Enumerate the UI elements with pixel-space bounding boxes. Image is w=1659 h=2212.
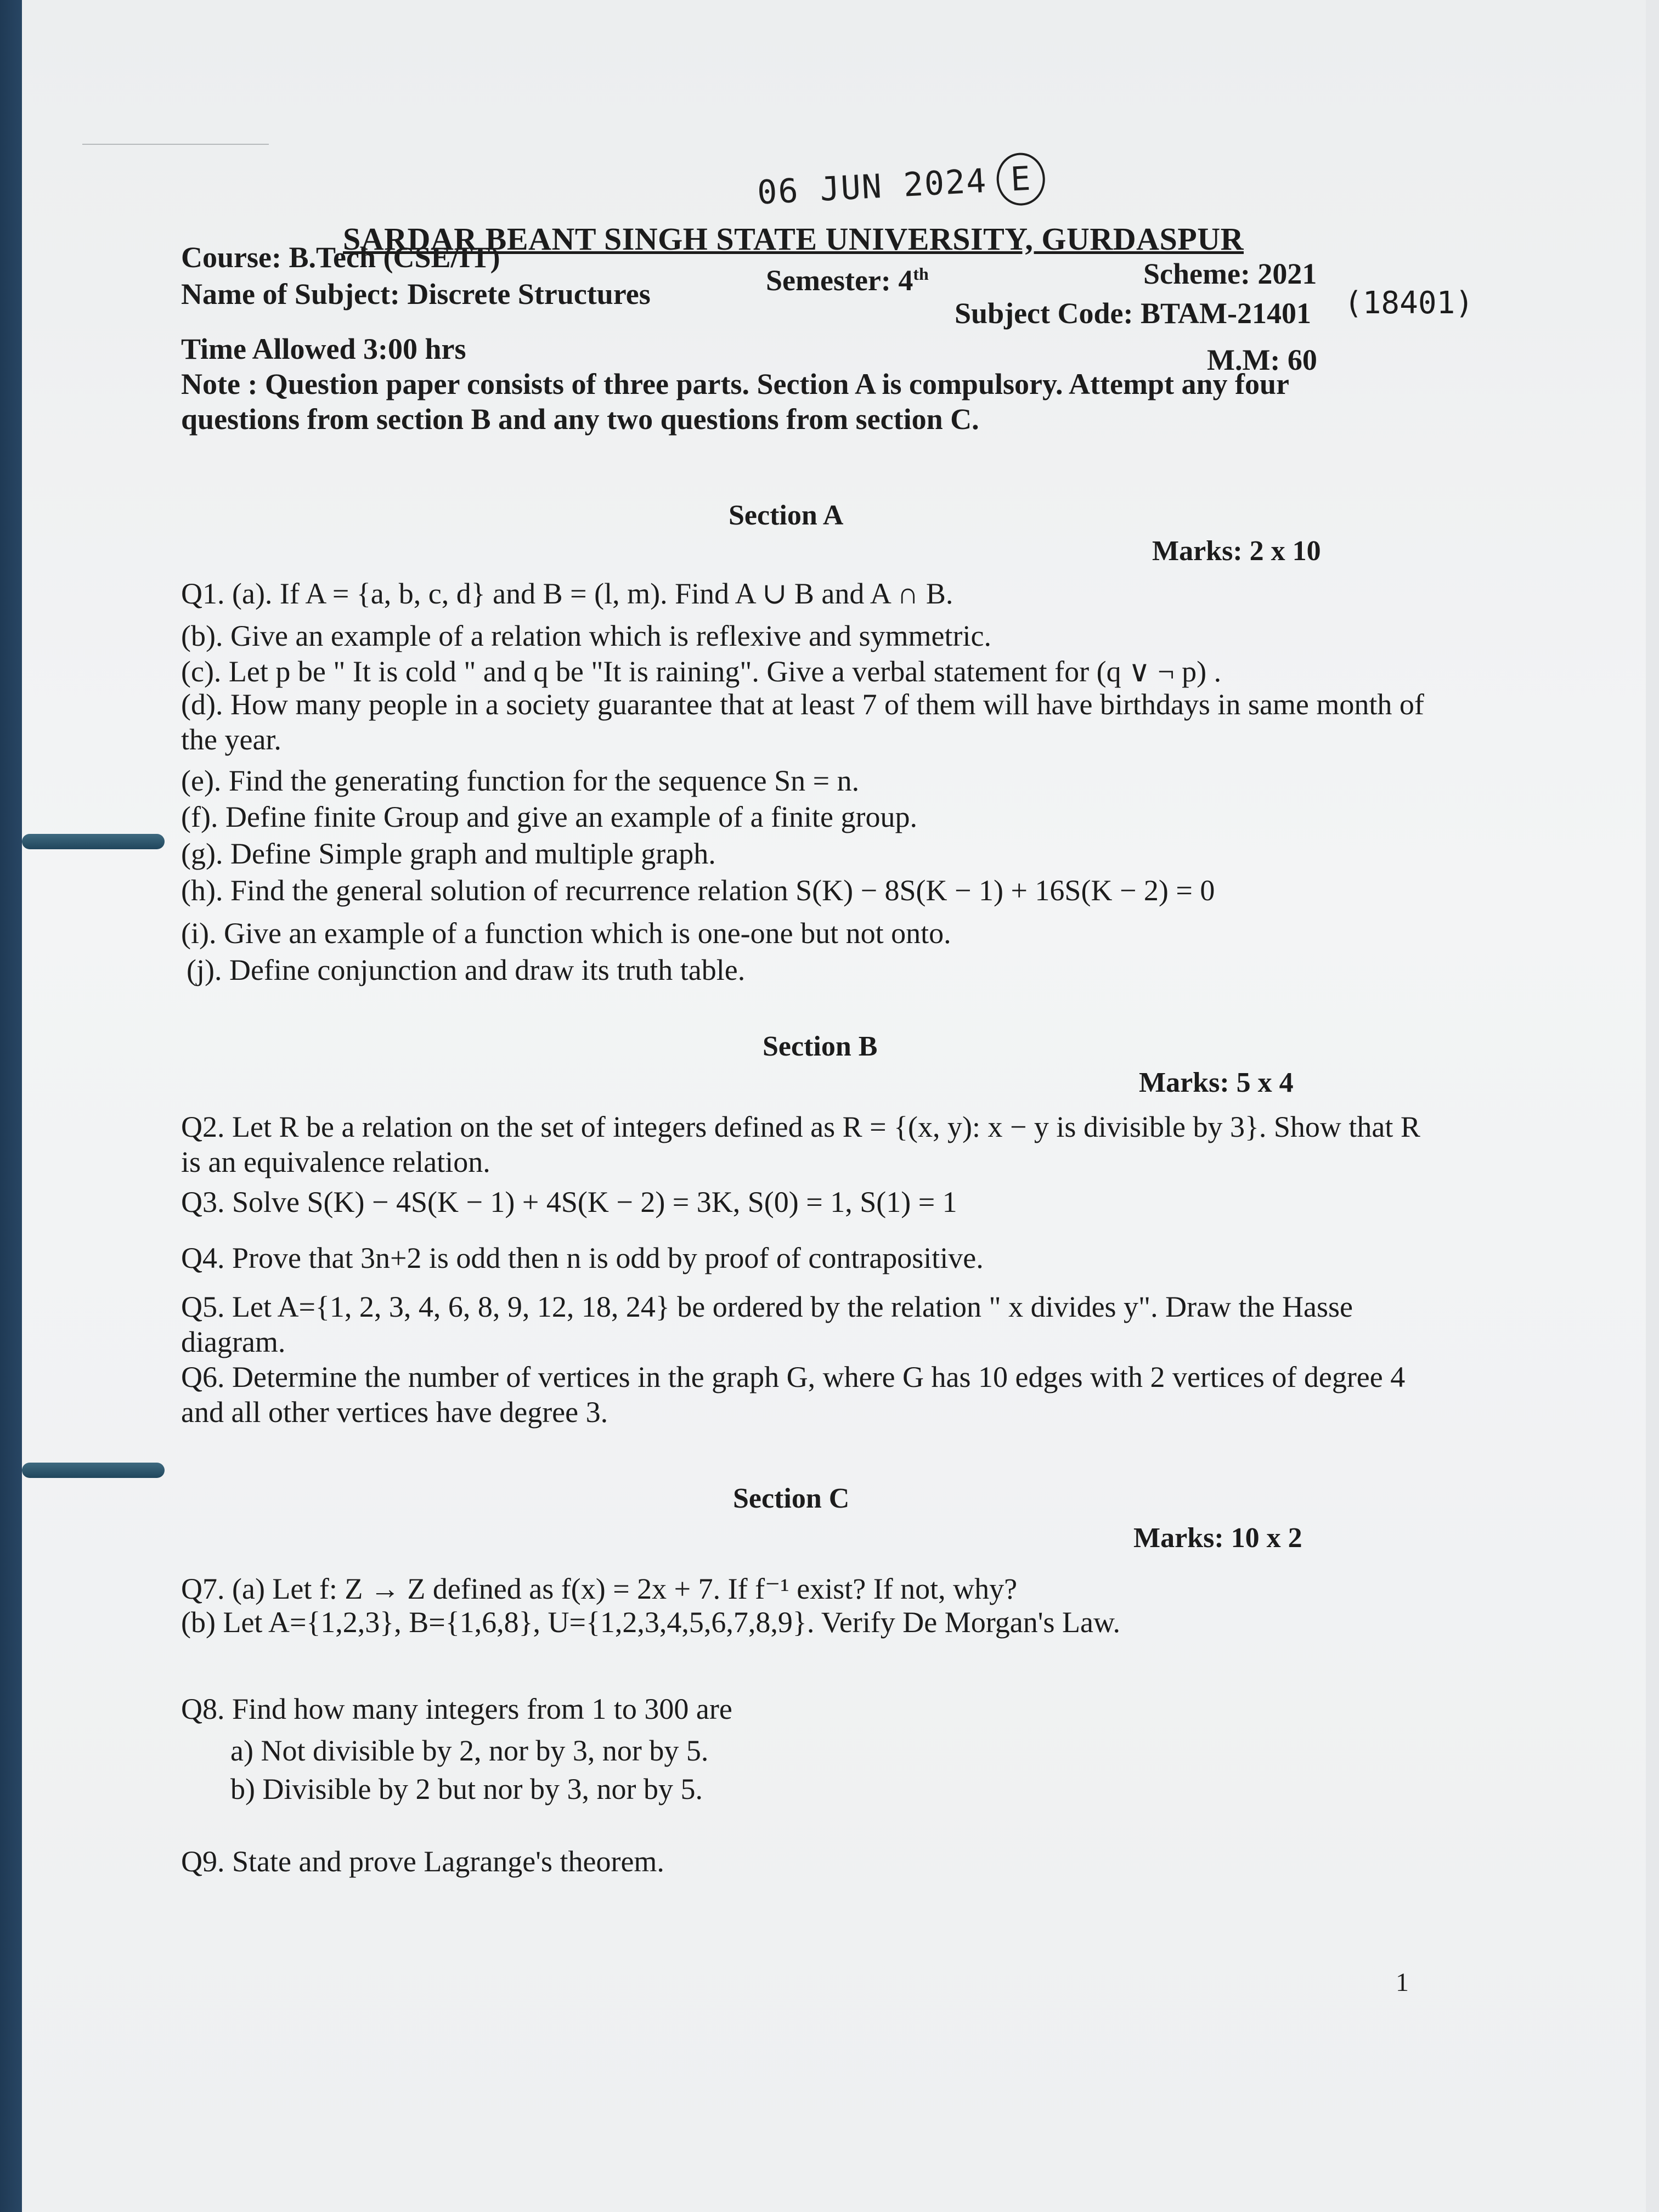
date-stamp <box>756 151 1047 219</box>
faint-line <box>82 144 269 145</box>
question-7a: Q7. (a) Let f: Z → Z defined as f(x) = 2x + 7. If f⁻¹ exist? If not, why? <box>181 1572 1018 1605</box>
question-1d: (d). How many people in a society guarantee that at least 7 of them will have birthdays in same month of the year. <box>181 688 1424 756</box>
question-9: Q9. State and prove Lagrange's theorem. <box>181 1845 664 1878</box>
question-7b: (b) Let A={1,2,3}, B={1,6,8}, U={1,2,3,4,5,6,7,8,9}. Verify De Morgan's Law. <box>181 1606 1120 1639</box>
course: Course: B.Tech (CSE/IT) <box>181 241 500 274</box>
section-a-marks: Marks: 2 x 10 <box>1152 535 1321 567</box>
section-b-title: Section B <box>763 1031 878 1062</box>
question-5: Q5. Let A={1, 2, 3, 4, 6, 8, 9, 12, 18, 24} be ordered by the relation " x divides y". Draw the Hasse diagram. <box>181 1290 1353 1358</box>
question-1a: Q1. (a). If A = {a, b, c, d} and B = (l, m). Find A ∪ B and A ∩ B. <box>181 577 953 610</box>
question-6: Q6. Determine the number of vertices in the graph G, where G has 10 edges with 2 vertices of degree 4 and all other vertices have degree 3. <box>181 1361 1406 1429</box>
page-number: 1 <box>1396 1968 1409 1997</box>
binding-thread-top <box>22 834 165 849</box>
question-4: Q4. Prove that 3n+2 is odd then n is odd by proof of contrapositive. <box>181 1242 984 1274</box>
section-b-marks: Marks: 5 x 4 <box>1139 1067 1294 1098</box>
question-1j: (j). Define conjunction and draw its truth table. <box>187 953 746 986</box>
question-8: Q8. Find how many integers from 1 to 300 are <box>181 1692 732 1725</box>
section-c-marks: Marks: 10 x 2 <box>1133 1522 1302 1554</box>
university-name: SARDAR BEANT SINGH STATE UNIVERSITY, GURDASPUR <box>343 221 1244 257</box>
question-8a: a) Not divisible by 2, nor by 3, nor by 5. <box>230 1734 709 1767</box>
handwritten-code: (18401) <box>1344 285 1474 321</box>
max-marks: M.M: 60 <box>1207 343 1317 376</box>
question-1i: (i). Give an example of a function which is one-one but not onto. <box>181 917 951 950</box>
question-1f: (f). Define finite Group and give an example of a finite group. <box>181 800 918 833</box>
stamp-mark: E <box>996 151 1047 206</box>
question-1e: (e). Find the generating function for the sequence Sn = n. <box>181 764 860 797</box>
question-1c: (c). Let p be " It is cold " and q be "It is raining". Give a verbal statement for (q ∨ ¬ p) . <box>181 655 1222 688</box>
section-c-title: Section C <box>733 1483 850 1514</box>
question-2: Q2. Let R be a relation on the set of integers defined as R = {(x, y): x − y is divisible by 3}. Show that R is an equivalence relation. <box>181 1110 1420 1178</box>
subject-name: Name of Subject: Discrete Structures <box>181 278 651 311</box>
subject-code: Subject Code: BTAM-21401 <box>955 297 1311 330</box>
scheme: Scheme: 2021 <box>1143 257 1317 290</box>
stamp-date: 06 JUN 2024 <box>756 161 988 212</box>
time-allowed: Time Allowed 3:00 hrs <box>181 332 466 365</box>
question-1g: (g). Define Simple graph and multiple graph. <box>181 837 716 870</box>
instructions-note: Note : Question paper consists of three parts. Section A is compulsory. Attempt any four questions from section B and any two questions from section C. <box>181 368 1289 436</box>
question-paper <box>22 0 1646 2212</box>
question-8b: b) Divisible by 2 but nor by 3, nor by 5. <box>230 1773 703 1805</box>
section-a-title: Section A <box>729 500 844 531</box>
binding-thread-bottom <box>22 1463 165 1478</box>
question-1b: (b). Give an example of a relation which is reflexive and symmetric. <box>181 619 991 652</box>
question-1h: (h). Find the general solution of recurrence relation S(K) − 8S(K − 1) + 16S(K − 2) = 0 <box>181 874 1215 907</box>
semester: Semester: 4th <box>766 264 929 297</box>
question-3: Q3. Solve S(K) − 4S(K − 1) + 4S(K − 2) = 3K, S(0) = 1, S(1) = 1 <box>181 1186 957 1218</box>
